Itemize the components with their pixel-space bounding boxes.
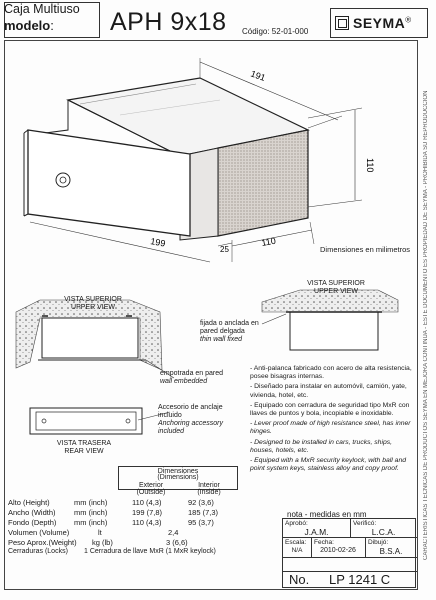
- drawing-number-label: No.: [289, 572, 310, 587]
- table-row: Cerraduras (Locks) 1 Cerradura de llave MxR (1 MxR keylock): [8, 548, 216, 555]
- side-legal-text: CARACTERISTICAS TECNICAS DE PRODUCTOS SEYMA EN MEJORA CONTINUA - ESTE DOCUMENTO ES PROPIEDAD DE SEYMA - PROHIBIDA SU REPRODUCCION: [423, 90, 429, 560]
- thin-wall-label: fijada o anclada en pared delgada thin wall fixed: [200, 320, 259, 343]
- table-row: Peso Aprox.(Weight) kg (lb) 3 (6,6): [8, 538, 188, 547]
- note-3: - Lever proof made of high resistance steel, has inner hinges.: [250, 420, 411, 436]
- date-label: Fecha:: [314, 539, 334, 546]
- dim-height: 110: [365, 158, 375, 173]
- embedded-label: empotrada en pared wall embedded: [160, 370, 224, 385]
- dim-length: 199: [149, 236, 167, 249]
- title-block: [282, 518, 416, 588]
- date-value: 2010-02-26: [320, 547, 356, 554]
- table-row: Alto (Height) mm (inch) 110 (4,3) 92 (3,6): [8, 498, 214, 507]
- approved-value: J.A.M.: [304, 527, 329, 537]
- drawn-label: Dibujó:: [368, 539, 389, 546]
- scale-label: Escala:: [285, 539, 307, 546]
- note-5: - Equiped with a MxR security keylock, with ball and point system keys, stainless alloy and copy proof.: [250, 457, 407, 473]
- drawn-value: B.S.A.: [379, 547, 403, 556]
- approved-label: Aprobó:: [285, 520, 308, 527]
- verified-value: L.C.A.: [371, 527, 396, 537]
- dimensions-table-header: Dimensiones: [118, 466, 238, 490]
- anchor-label: Accesorio de anclaje incluido Anchoring accessory included: [158, 404, 223, 435]
- dimensions-note: Dimensiones en milimetros: [320, 245, 411, 254]
- features-notes: [250, 365, 412, 475]
- top-view-label: VISTA SUPERIOR UPPER VIEW: [64, 296, 122, 311]
- note-0: - Anti-palanca fabricado con acero de alta resistencia, posee bisagras internas.: [250, 365, 412, 381]
- rear-view-label: VISTA TRASERA REAR VIEW: [56, 440, 112, 455]
- box-upper-view: [42, 318, 138, 358]
- box-upper-view-2: [290, 312, 378, 350]
- table-row: Volumen (Volume) lt 2,4: [8, 528, 179, 537]
- top-view-label-2: VISTA SUPERIOR UPPER VIEW: [307, 280, 365, 295]
- note-4: - Designed to be installed in cars, trucks, ships, houses, hotels, etc.: [250, 438, 393, 454]
- measurement-note: nota - medidas en mm: [287, 510, 367, 519]
- drawing-number: LP 1241 C: [329, 572, 391, 587]
- col-exterior: Exterior (Outside): [136, 482, 166, 496]
- product-code: Código: 52-01-000: [242, 27, 309, 36]
- dim-width: 110: [260, 235, 277, 248]
- dim-front: 25: [220, 245, 229, 254]
- table-row: Fondo (Depth) mm (inch) 110 (4,3) 95 (3,7): [8, 518, 214, 527]
- brand-name: SEYMA®: [353, 15, 412, 31]
- header-model-label: modelo:: [4, 18, 54, 33]
- model-name: APH 9x18: [110, 8, 227, 36]
- note-1: - Diseñado para instalar en automóvil, camión, yate, vivienda, hotel, etc.: [250, 383, 407, 399]
- note-2: - Equipado con cerradura de seguridad tipo MxR con llaves de puntos y bola, incopiable e inoxidable.: [250, 401, 410, 418]
- col-interior: Interior (Inside): [197, 482, 221, 496]
- header-product-type: Caja Multiuso: [4, 2, 80, 16]
- scale-value: N/A: [291, 547, 303, 554]
- box-side-face: [218, 130, 308, 236]
- dimensions-table-subtitle: (Dimensions): [157, 474, 199, 481]
- keylock-icon: [56, 173, 70, 187]
- box-back-edge: [30, 100, 68, 135]
- table-row: Ancho (Width) mm (inch) 199 (7,8) 185 (7,3): [8, 508, 219, 517]
- verified-label: Verificó:: [353, 520, 377, 527]
- dim-depth-top: 191: [249, 68, 267, 84]
